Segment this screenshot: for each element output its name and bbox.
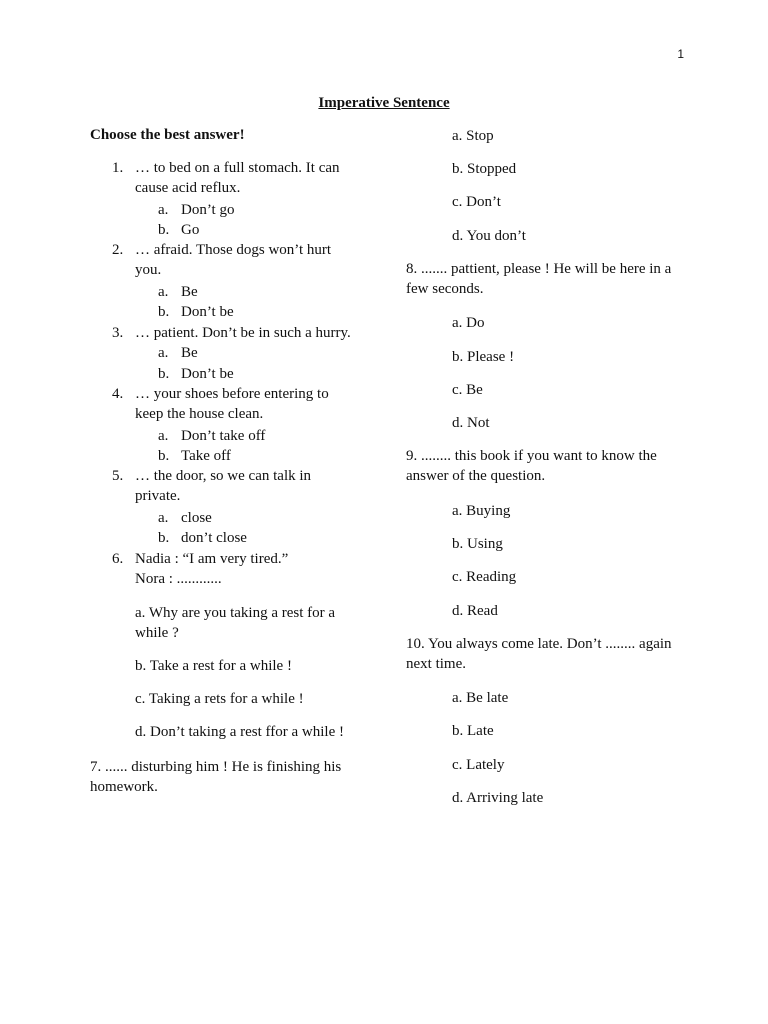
option-text: close — [181, 510, 212, 526]
option-letter: a. — [158, 202, 169, 218]
option-10a: a. Be late — [452, 690, 509, 706]
option-6d: d. Don’t taking a rest ffor a while ! — [135, 724, 344, 740]
option-text: Don’t be — [181, 304, 234, 320]
option-6b: b. Take a rest for a while ! — [135, 658, 292, 674]
option-9c: c. Reading — [452, 569, 517, 585]
option-9b: b. Using — [452, 536, 503, 552]
option-text: Don’t take off — [181, 428, 266, 444]
option-letter: b. — [158, 448, 170, 464]
question-number: 2. — [112, 242, 124, 258]
question-number: 6. — [112, 551, 124, 567]
question-7: 7. ...... disturbing him ! He is finishing his homework. — [90, 759, 342, 795]
dialogue-line: Nora : ............ — [135, 571, 222, 587]
option-8a: a. Do — [452, 315, 485, 331]
option-text: Don’t be — [181, 366, 234, 382]
page-number: 1 — [677, 47, 684, 61]
option-10b: b. Late — [452, 723, 494, 739]
option-9d: d. Read — [452, 603, 498, 619]
question-number: 1. — [112, 160, 124, 176]
question-number: 3. — [112, 325, 124, 341]
question-number: 4. — [112, 386, 124, 402]
option-letter: b. — [158, 530, 170, 546]
question-text: … to bed on a full stomach. It can cause acid reflux. — [135, 160, 340, 196]
option-8b: b. Please ! — [452, 349, 515, 365]
option-letter: b. — [158, 222, 170, 238]
option-7d: d. You don’t — [452, 228, 526, 244]
instruction: Choose the best answer! — [90, 127, 245, 143]
option-letter: a. — [158, 284, 169, 300]
question-8: 8. ....... pattient, please ! He will be here in a few seconds. — [406, 261, 672, 297]
option-10d: d. Arriving late — [452, 790, 544, 806]
option-10c: c. Lately — [452, 757, 505, 773]
option-letter: a. — [158, 510, 169, 526]
option-letter: b. — [158, 366, 170, 382]
option-6c: c. Taking a rets for a while ! — [135, 691, 304, 707]
question-text: … patient. Don’t be in such a hurry. — [135, 325, 351, 341]
question-text: Nadia : “I am very tired.” — [135, 551, 289, 567]
option-text: Be — [181, 284, 198, 300]
option-text: Don’t go — [181, 202, 235, 218]
question-9: 9. ........ this book if you want to know the answer of the question. — [406, 448, 657, 484]
question-text: … afraid. Those dogs won’t hurt you. — [135, 242, 332, 278]
option-6a: a. Why are you taking a rest for a while ? — [135, 605, 336, 641]
option-7b: b. Stopped — [452, 161, 517, 177]
option-7a: a. Stop — [452, 128, 494, 144]
question-text: … your shoes before entering to keep the house clean. — [135, 386, 329, 422]
option-8d: d. Not — [452, 415, 490, 431]
option-letter: b. — [158, 304, 170, 320]
option-letter: a. — [158, 428, 169, 444]
page-title: Imperative Sentence — [318, 95, 450, 111]
option-text: Take off — [181, 448, 231, 464]
option-letter: a. — [158, 345, 169, 361]
question-10: 10. You always come late. Don’t ........ again next time. — [406, 636, 672, 672]
option-8c: c. Be — [452, 382, 483, 398]
option-text: Go — [181, 222, 200, 238]
option-9a: a. Buying — [452, 503, 511, 519]
question-number: 5. — [112, 468, 124, 484]
option-text: don’t close — [181, 530, 247, 546]
question-text: … the door, so we can talk in private. — [135, 468, 312, 504]
option-text: Be — [181, 345, 198, 361]
option-7c: c. Don’t — [452, 194, 501, 210]
